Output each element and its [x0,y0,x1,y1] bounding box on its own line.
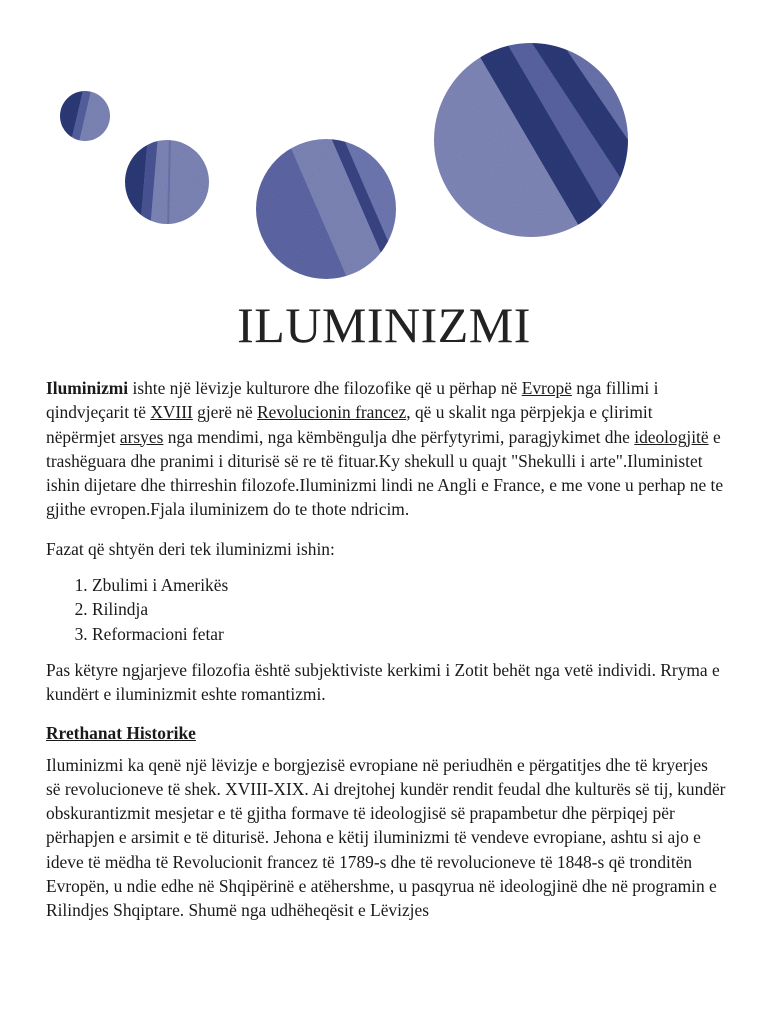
after-list-paragraph: Pas këtyre ngjarjeve filozofia është subjektiviste kerkimi i Zotit behët nga vetë individi. Rryma e kundërt e iluminizmit eshte romantizmi. [46,659,720,705]
document-body [46,376,726,922]
link-arsyes[interactable]: arsyes [119,426,164,447]
section-body: Iluminizmi ka qenë një lëvizje e borgjezisë evropiane në periudhën e përgatitjes dhe të kryerjes së revolucioneve të shek. XVIII-XIX. Ai drejtohej kundër rendit feudal dhe kulturës së tij, kundër obskurantizmit mesjetar e të gjitha formave të ideologjisë së prapambetur dhe përpiqej për përhapjen e arsimit e të diturisë. Jehona e këtij iluminizmi të vendeve evropiane, ashtu si ajo e ideve të mëdha të Revolucionit francez të 1789-s dhe të revolucioneve të 1848-s që tronditën Evropën, u ndie edhe në Shqipërinë e atëhershme, u pasqyrua në ideologjinë dhe në programin e Rilindjes Shqiptare. Shumë nga udhëheqësit e Lëvizjes [46,754,726,921]
intro-term: Iluminizmi [46,378,129,398]
phases-lead: Fazat që shtyën deri tek iluminizmi ishin: [46,538,335,559]
list-item: 3. Reformacioni fetar [92,622,726,646]
list-item: 2. Rilindja [92,597,726,621]
circle-medium [120,135,215,230]
link-revolucionin-francez[interactable]: Revolucionin francez [257,402,407,423]
list-item: 1. Zbulimi i Amerikës [92,573,726,597]
intro-paragraph: Iluminizmi ishte një lëvizje kulturore dhe filozofike që u përhap në Evropë nga fillimi i qindvjeçarit të XVIII gjerë në Revolucionin francez, që u skalit nga përpjekja e çlirimit nëpërmjet arsyes nga mendimi, nga këmbëngulja dhe përfytyrimi, paragjykimet dhe ideologjitë e trashëguara dhe pranimi i diturisë së re të fituar.Ky shekull u quajt "Shekulli i arte".Iluministet ishin dijetare dhe thirreshin filozofe.Iluminizmi lindi ne Angli e France, e me vone u perhap ne te gjithe evropen.Fjala iluminizem do te thote ndricim. [46,378,724,520]
decorative-circles [0,0,768,290]
section-heading: Rrethanat Historike [46,722,196,743]
circle-xlarge [430,40,635,245]
circle-small [55,86,115,146]
page-title: ILUMINIZMI [237,297,531,353]
link-ideologjite[interactable]: ideologjitë [634,426,709,447]
link-evrope[interactable]: Evropë [521,378,572,398]
link-xviii[interactable]: XVIII [150,402,193,423]
circle-large [250,135,407,285]
phases-list [46,573,726,646]
